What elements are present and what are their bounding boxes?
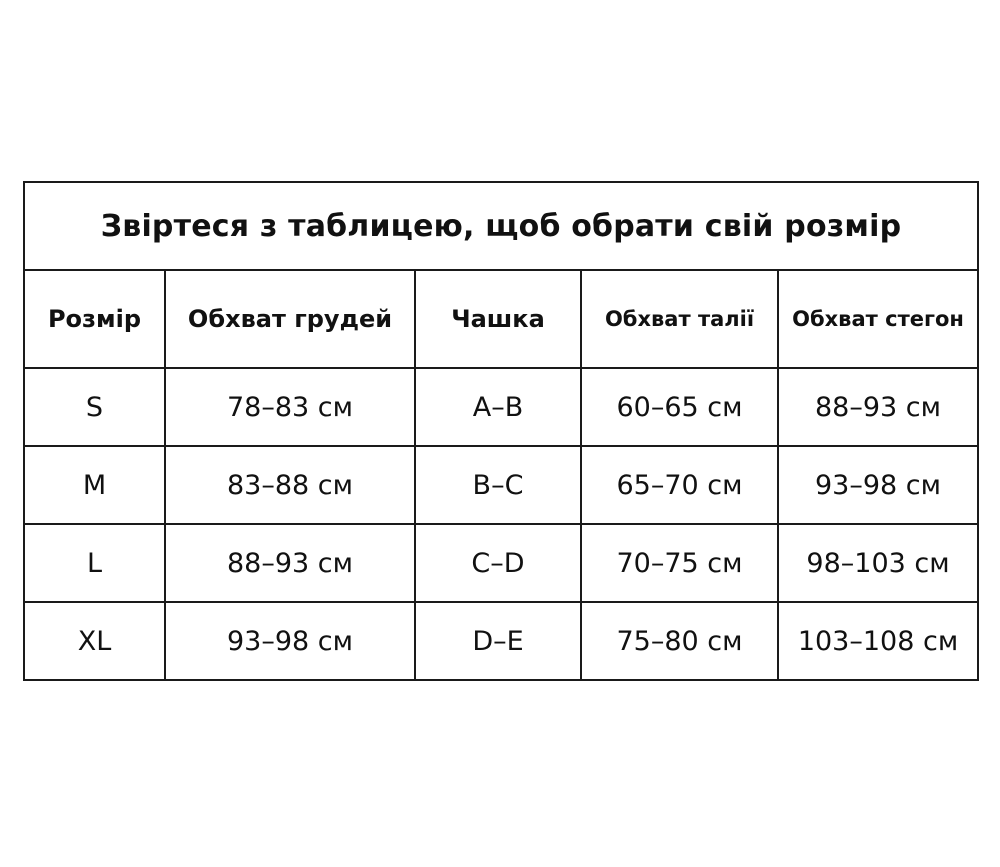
table-header-row (24, 270, 978, 368)
cell-bust: 83–88 см (165, 446, 415, 524)
cell-size: L (24, 524, 165, 602)
cell-cup: D–E (415, 602, 581, 680)
cell-size: XL (24, 602, 165, 680)
header-waist: Обхват талії (581, 270, 778, 368)
cell-hips: 93–98 см (778, 446, 978, 524)
cell-waist: 75–80 см (581, 602, 778, 680)
cell-cup: C–D (415, 524, 581, 602)
table-row (24, 446, 978, 524)
cell-cup: A–B (415, 368, 581, 446)
cell-size: S (24, 368, 165, 446)
cell-bust: 78–83 см (165, 368, 415, 446)
cell-waist: 65–70 см (581, 446, 778, 524)
cell-hips: 88–93 см (778, 368, 978, 446)
cell-size: M (24, 446, 165, 524)
cell-hips: 98–103 см (778, 524, 978, 602)
cell-waist: 60–65 см (581, 368, 778, 446)
cell-cup: B–C (415, 446, 581, 524)
header-size: Розмір (24, 270, 165, 368)
cell-hips: 103–108 см (778, 602, 978, 680)
header-hips: Обхват стегон (778, 270, 978, 368)
table-row (24, 602, 978, 680)
size-chart-table (23, 181, 979, 681)
header-bust: Обхват грудей (165, 270, 415, 368)
table-title: Звіртеся з таблицею, щоб обрати свій розмір (24, 182, 978, 270)
table-row (24, 368, 978, 446)
cell-bust: 93–98 см (165, 602, 415, 680)
cell-bust: 88–93 см (165, 524, 415, 602)
cell-waist: 70–75 см (581, 524, 778, 602)
header-cup: Чашка (415, 270, 581, 368)
table-row (24, 524, 978, 602)
table-title-row (24, 182, 978, 270)
